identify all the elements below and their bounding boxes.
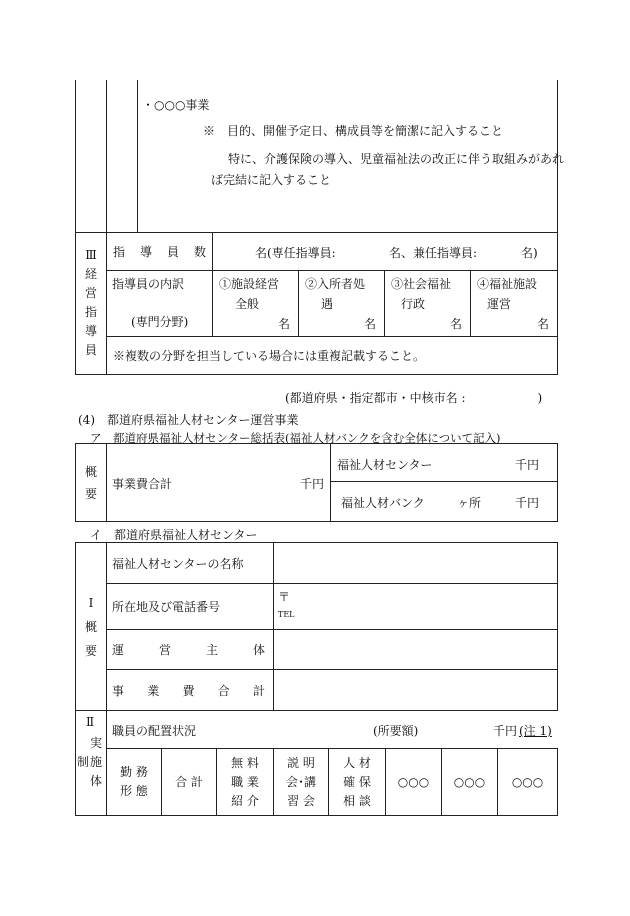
instructor-count-value: 名(専任指導員: 名、兼任指導員: 名): [213, 232, 558, 270]
section2-label: Ⅱ 実 制 施 体: [76, 711, 107, 816]
address-label: 所在地及び電話番号: [107, 584, 274, 630]
col-recruitment: 人 材 確 保 相 談: [329, 749, 386, 816]
center-cost-cell: 福祉人材センター 千円: [331, 444, 558, 482]
field-2: ②入所者処 遇 名: [299, 270, 385, 336]
note-line-2: 特に、介護保険の導入、児童福祉法の改正に伴う取組みがあれ: [228, 152, 565, 166]
center-name-input: [274, 543, 558, 584]
summary-table: [75, 443, 558, 522]
bank-cost-cell: 福祉人材バンク ヶ所 千円: [331, 482, 558, 522]
address-input: 〒 TEL: [274, 584, 558, 630]
col-custom-1: ○○○: [386, 749, 442, 816]
col-job-referral: 無 料 職 業 紹 介: [217, 749, 274, 816]
total-cost-cell: 事業費合計 千円: [107, 444, 331, 522]
duplicate-note: ※複数の分野を担当している場合には重複記載すること。: [107, 336, 558, 374]
field-1: ①施設経営 全般 名: [213, 270, 299, 336]
instructor-field-label: 指導員の内訳 (専門分野): [107, 270, 213, 336]
prefecture-line: (都道府県・指定都市・中核市名 : ): [285, 391, 543, 405]
col-seminars: 説 明 会･講 習 会: [274, 749, 329, 816]
field-4: ④福祉施設 運営 名: [471, 270, 558, 336]
field-3: ③社会福祉 行政 名: [385, 270, 471, 336]
project-line: ・○○○事業: [142, 98, 210, 112]
col-total: 合 計: [162, 749, 217, 816]
staff-allocation-row: 職員の配置状況 (所要額) 千円 (注 1): [107, 711, 558, 749]
section4-heading: (4) 都道府県福祉人材センター運営事業: [78, 413, 299, 427]
sub-i-heading: イ 都道府県福祉人材センター: [90, 528, 258, 542]
top-table: [75, 80, 565, 375]
overview-label: 概 要: [76, 444, 107, 522]
section1-label: Ⅰ 概 要: [76, 543, 107, 711]
cost-label: 事 業 費 合 計: [107, 670, 274, 711]
sub-a-heading: ア 都道府県福祉人材センター総括表(福祉人材バンクを含む全体について記入): [90, 431, 501, 445]
cost-input: [274, 670, 558, 711]
inner-divider: [107, 80, 138, 233]
top-left-cell: [76, 80, 107, 232]
note-line-3: ば完結に記入すること: [211, 173, 332, 187]
col-custom-2: ○○○: [442, 749, 498, 816]
col-custom-3: ○○○: [498, 749, 558, 816]
section3-label: Ⅲ 経 営 指 導 員: [76, 232, 107, 374]
project-description-cell: [107, 80, 565, 232]
instructor-count-label: 指 導 員 数: [107, 232, 213, 270]
center-table: [75, 542, 558, 816]
col-work-type: 勤 務 形 態: [107, 749, 162, 816]
operator-label: 運 営 主 体: [107, 630, 274, 670]
center-name-label: 福祉人材センターの名称: [107, 543, 274, 584]
operator-input: [274, 630, 558, 670]
note-line-1: ※ 目的、開催予定日、構成員等を簡潔に記入すること: [203, 124, 504, 138]
